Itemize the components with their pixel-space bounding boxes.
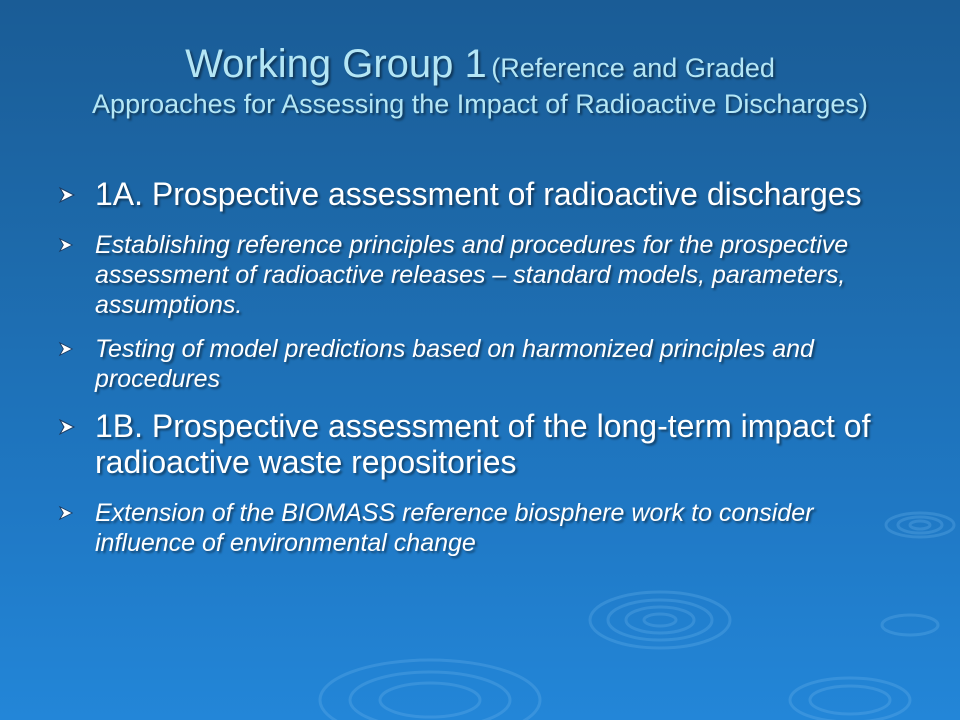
bullet-text: Extension of the BIOMASS reference biosphere work to consider influence of environmental change bbox=[95, 499, 814, 557]
bullet-item-biomass-extension bbox=[58, 498, 918, 558]
bullet-item-1a bbox=[58, 176, 918, 212]
arrow-bullet-icon bbox=[58, 505, 74, 521]
bullet-item-testing-predictions bbox=[58, 334, 918, 394]
bullet-item-1b bbox=[58, 408, 918, 480]
bullet-text: 1A. Prospective assessment of radioactive discharges bbox=[95, 176, 862, 212]
title-main: Working Group 1 bbox=[185, 42, 487, 86]
bullet-text: Testing of model predictions based on harmonized principles and procedures bbox=[95, 335, 814, 393]
bullet-item-reference-principles bbox=[58, 230, 918, 320]
bullet-text: 1B. Prospective assessment of the long-term impact of radioactive waste repositories bbox=[95, 408, 871, 480]
title-sub-rest: Approaches for Assessing the Impact of Radioactive Discharges) bbox=[92, 89, 868, 119]
arrow-bullet-icon bbox=[58, 341, 74, 357]
title-sub-first: (Reference and Graded bbox=[491, 53, 775, 83]
arrow-bullet-icon bbox=[58, 237, 74, 253]
slide-title bbox=[60, 40, 900, 120]
bullet-text: Establishing reference principles and procedures for the prospective assessment of radioactive releases – standard models, parameters, assumptions. bbox=[95, 231, 849, 319]
arrow-bullet-icon bbox=[58, 418, 76, 436]
arrow-bullet-icon bbox=[58, 186, 76, 204]
bullet-list bbox=[58, 176, 918, 572]
